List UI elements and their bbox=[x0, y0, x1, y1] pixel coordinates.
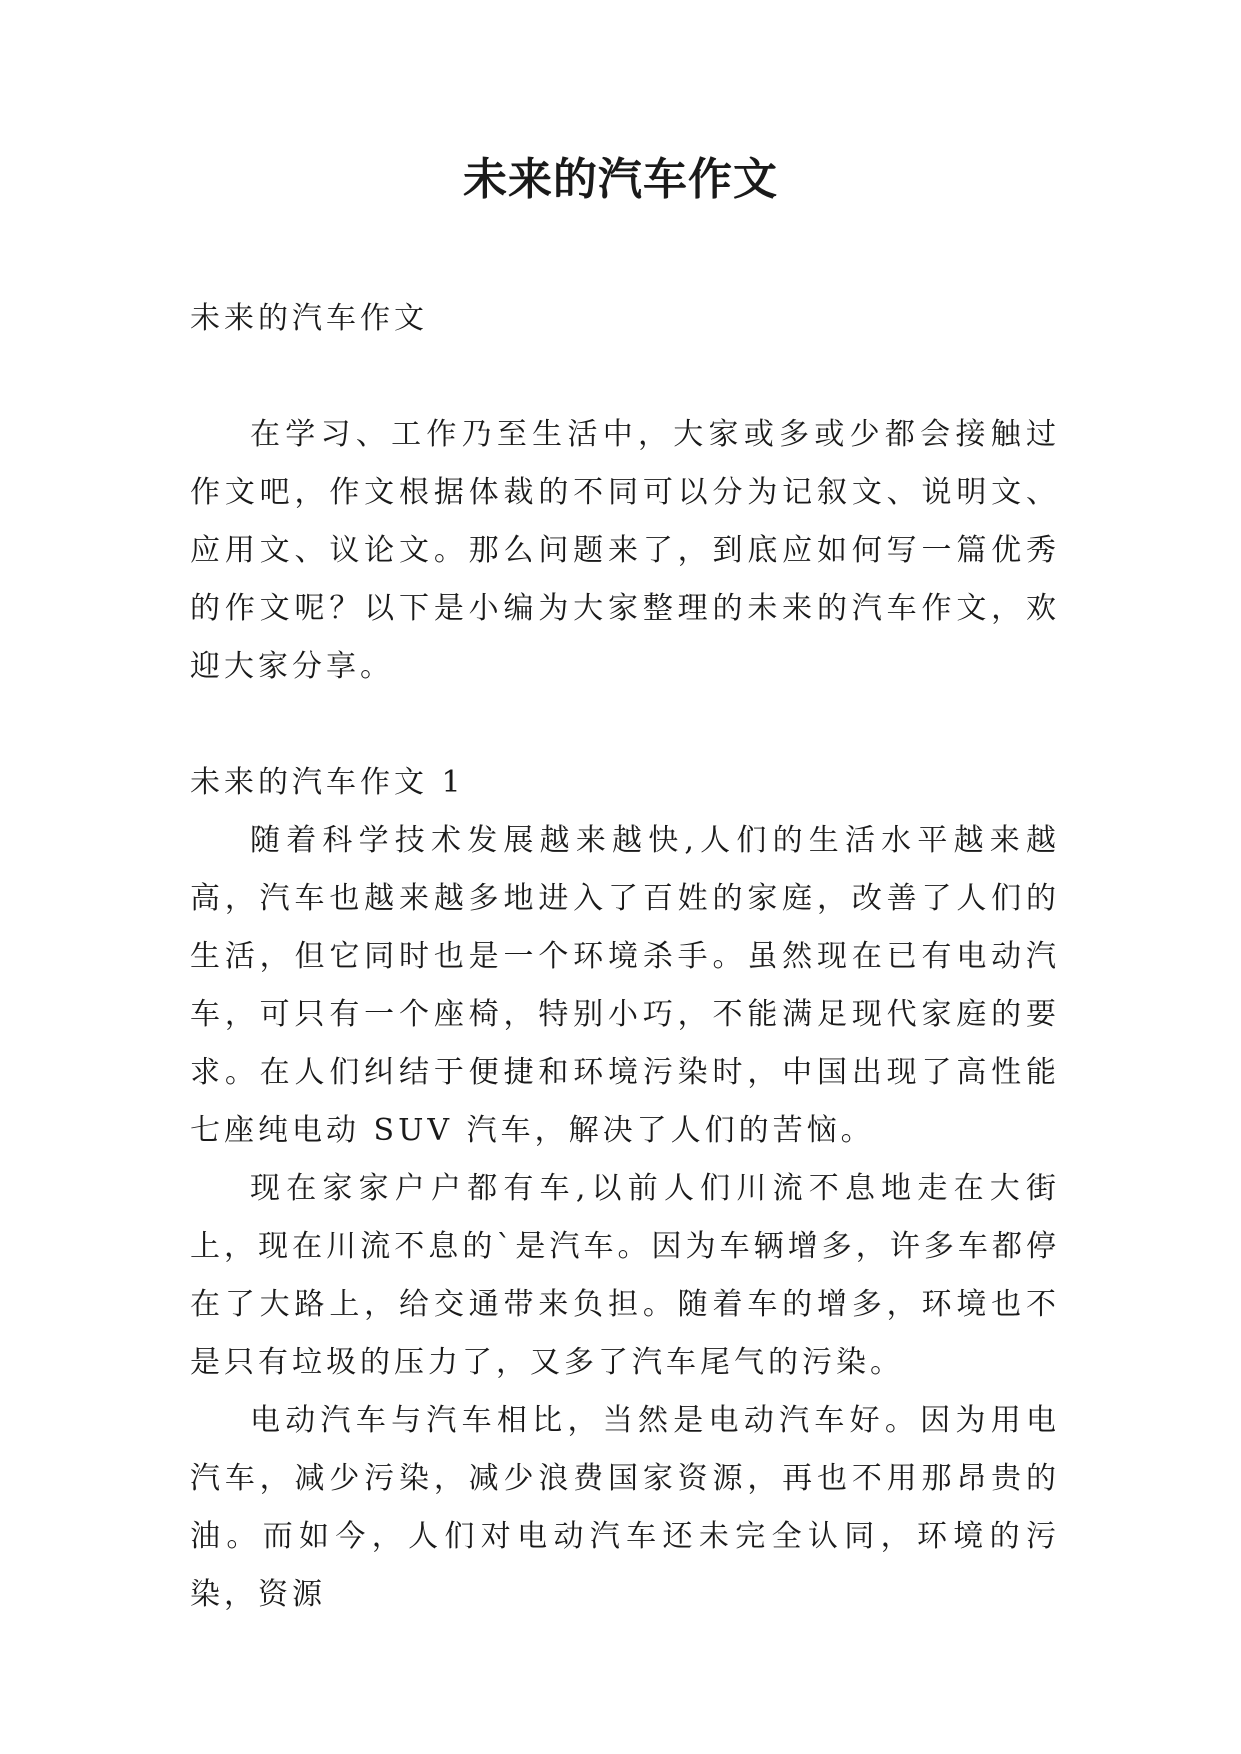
page-title: 未来的汽车作文 bbox=[463, 154, 778, 205]
spacer bbox=[190, 348, 1060, 406]
body-paragraph-2: 现在家家户户都有车,以前人们川流不息地走在大街上，现在川流不息的`是汽车。因为车辆增多，许多车都停在了大路上，给交通带来负担。随着车的增多，环境也不是只有垃圾的压力了，又多了汽车尾气的污染。 bbox=[190, 1171, 1060, 1380]
spacer bbox=[190, 696, 1060, 754]
intro-paragraph: 在学习、工作乃至生活中，大家或多或少都会接触过作文吧，作文根据体裁的不同可以分为记叙文、说明文、应用文、议论文。那么问题来了，到底应如何写一篇优秀的作文呢？以下是小编为大家整理的未来的汽车作文，欢迎大家分享。 bbox=[190, 417, 1060, 684]
body-paragraph-3: 电动汽车与汽车相比，当然是电动汽车好。因为用电汽车，减少污染，减少浪费国家资源，再也不用那昂贵的油。而如今，人们对电动汽车还未完全认同，环境的污染，资源 bbox=[190, 1403, 1060, 1612]
body-paragraph-1: 随着科学技术发展越来越快,人们的生活水平越来越高，汽车也越来越多地进入了百姓的家庭，改善了人们的生活，但它同时也是一个环境杀手。虽然现在已有电动汽车，可只有一个座椅，特别小巧，不能满足现代家庭的要求。在人们纠结于便捷和环境污染时，中国出现了高性能七座纯电动 SUV 汽车，解决了人们的苦恼。 bbox=[190, 823, 1060, 1148]
section-heading: 未来的汽车作文 1 bbox=[190, 765, 465, 800]
document-subtitle: 未来的汽车作文 bbox=[190, 301, 428, 336]
document-body bbox=[190, 290, 1060, 1624]
